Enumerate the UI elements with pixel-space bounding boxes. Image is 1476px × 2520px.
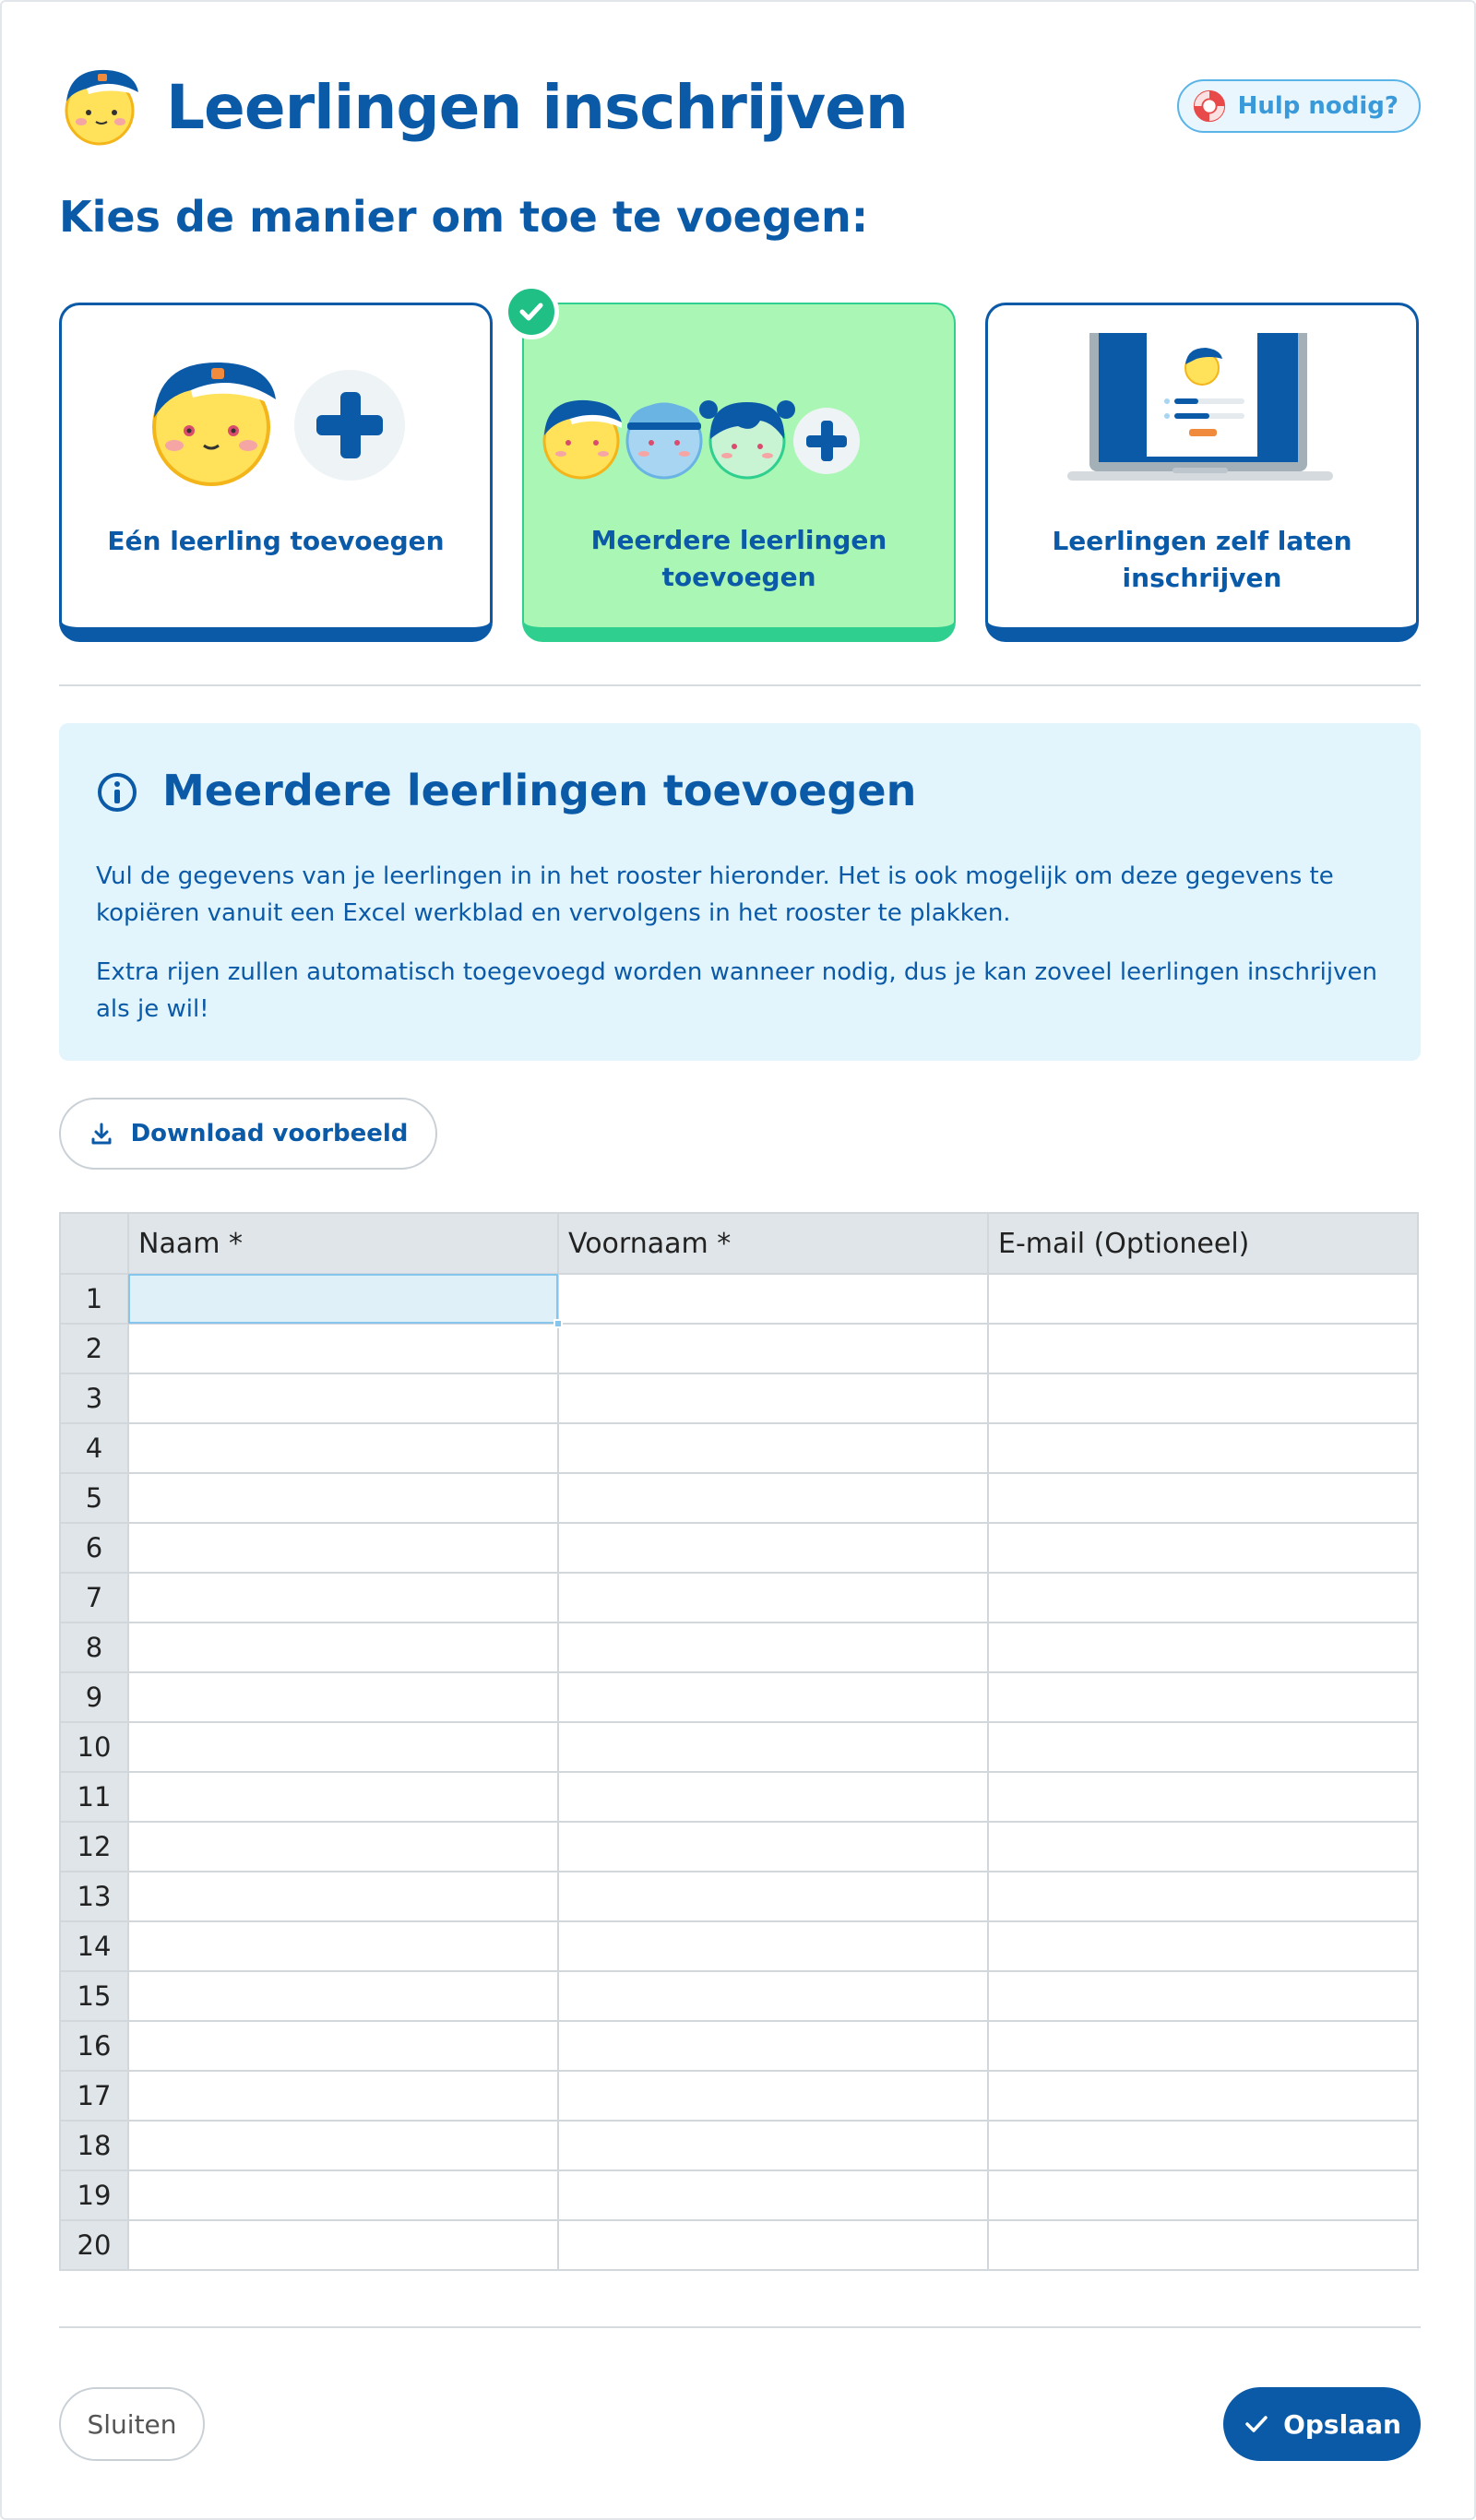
grid-cell-email[interactable]: [988, 1324, 1418, 1373]
grid-cell-firstname[interactable]: [558, 1822, 988, 1872]
checkmark-icon: [1243, 2410, 1270, 2438]
grid-cell-email[interactable]: [988, 1573, 1418, 1623]
grid-cell-lastname[interactable]: [128, 1872, 558, 1921]
grid-cell-lastname[interactable]: [128, 1672, 558, 1722]
divider: [59, 684, 1421, 686]
row-number[interactable]: 18: [60, 2121, 128, 2170]
info-icon: [96, 771, 138, 814]
row-number[interactable]: 2: [60, 1324, 128, 1373]
column-header-email[interactable]: E-mail (Optioneel): [988, 1213, 1418, 1274]
info-paragraph: Vul de gegevens van je leerlingen in in het rooster hieronder. Het is ook mogelijk om deze gegevens te kopiëren vanuit een Excel werkblad en vervolgens in het rooster te plakken.: [96, 862, 1334, 927]
grid-cell-email[interactable]: [988, 1274, 1418, 1324]
grid-cell-email[interactable]: [988, 2170, 1418, 2220]
grid-cell-lastname[interactable]: [128, 1423, 558, 1473]
grid-cell-email[interactable]: [988, 1523, 1418, 1573]
row-number[interactable]: 20: [60, 2220, 128, 2270]
add-method-options: [59, 303, 1421, 642]
grid-cell-firstname[interactable]: [558, 1473, 988, 1523]
info-paragraph: Extra rijen zullen automatisch toegevoegd worden wanneer nodig, dus je kan zoveel leerlingen inschrijven als je wil!: [96, 958, 1377, 1023]
grid-cell-email[interactable]: [988, 1971, 1418, 2021]
grid-header-row: [60, 1213, 1418, 1274]
row-number[interactable]: 11: [60, 1772, 128, 1822]
grid-cell-email[interactable]: [988, 1473, 1418, 1523]
grid-cell-lastname[interactable]: [128, 1822, 558, 1872]
grid-cell-firstname[interactable]: [558, 1872, 988, 1921]
help-label: Hulp nodig?: [1237, 92, 1399, 120]
table-row: [60, 1623, 1418, 1672]
grid-cell-email[interactable]: [988, 1623, 1418, 1672]
selected-check-icon: [504, 284, 559, 339]
grid-cell-lastname[interactable]: [128, 1573, 558, 1623]
grid-cell-firstname[interactable]: [558, 1324, 988, 1373]
option-single-student[interactable]: [59, 303, 493, 642]
grid-cell-email[interactable]: [988, 2121, 1418, 2170]
grid-cell-firstname[interactable]: [558, 1274, 988, 1324]
table-row: [60, 1473, 1418, 1523]
table-row: [60, 1722, 1418, 1772]
grid-cell-firstname[interactable]: [558, 2121, 988, 2170]
fill-handle[interactable]: [554, 1319, 563, 1328]
table-row: [60, 1274, 1418, 1324]
row-number[interactable]: 13: [60, 1872, 128, 1921]
row-number[interactable]: 16: [60, 2021, 128, 2071]
table-row: [60, 1872, 1418, 1921]
download-label: Download voorbeeld: [130, 1120, 409, 1147]
table-row: [60, 1672, 1418, 1722]
grid-cell-lastname[interactable]: [128, 1772, 558, 1822]
grid-cell-firstname[interactable]: [558, 1971, 988, 2021]
row-number[interactable]: 15: [60, 1971, 128, 2021]
option-label: Leerlingen zelf laten inschrijven: [1052, 526, 1352, 593]
row-number[interactable]: 17: [60, 2071, 128, 2121]
grid-cell-email[interactable]: [988, 1423, 1418, 1473]
table-row: [60, 1772, 1418, 1822]
student-mascot-icon: [59, 65, 142, 148]
grid-cell-lastname[interactable]: [128, 1373, 558, 1423]
table-row: [60, 1573, 1418, 1623]
grid-cell-lastname[interactable]: [128, 1324, 558, 1373]
table-row: [60, 2071, 1418, 2121]
row-number[interactable]: 14: [60, 1921, 128, 1971]
option-label: Meerdere leerlingen toevoegen: [590, 525, 887, 592]
divider: [59, 2326, 1421, 2328]
table-row: [60, 1423, 1418, 1473]
student-data-grid: [59, 1212, 1419, 2271]
save-label: Opslaan: [1283, 2408, 1401, 2440]
grid-cell-firstname[interactable]: [558, 2021, 988, 2071]
grid-cell-firstname[interactable]: [558, 1373, 988, 1423]
table-row: [60, 1523, 1418, 1573]
grid-cell-lastname[interactable]: [128, 2220, 558, 2270]
row-number[interactable]: 7: [60, 1573, 128, 1623]
option-self-enroll[interactable]: [985, 303, 1419, 642]
grid-cell-lastname[interactable]: [128, 1523, 558, 1573]
grid-cell-lastname[interactable]: [128, 1722, 558, 1772]
grid-cell-email[interactable]: [988, 1373, 1418, 1423]
grid-cell-email[interactable]: [988, 1722, 1418, 1772]
option-multiple-students[interactable]: [522, 303, 956, 642]
grid-cell-firstname[interactable]: [558, 1623, 988, 1672]
grid-cell-lastname[interactable]: [128, 1971, 558, 2021]
help-button[interactable]: [1177, 79, 1421, 133]
grid-cell-firstname[interactable]: [558, 2071, 988, 2121]
table-row: [60, 1324, 1418, 1373]
grid-cell-lastname[interactable]: [128, 2170, 558, 2220]
self-enroll-laptop-illustration: [988, 333, 1422, 499]
table-row: [60, 1971, 1418, 2021]
grid-cell-email[interactable]: [988, 1822, 1418, 1872]
table-row: [60, 2220, 1418, 2270]
lifebuoy-icon: [1192, 89, 1227, 124]
row-number[interactable]: 9: [60, 1672, 128, 1722]
row-number[interactable]: 19: [60, 2170, 128, 2220]
row-number[interactable]: 4: [60, 1423, 128, 1473]
grid-cell-lastname[interactable]: [128, 2021, 558, 2071]
row-number[interactable]: 8: [60, 1623, 128, 1672]
grid-cell-email[interactable]: [988, 1672, 1418, 1722]
row-number[interactable]: 3: [60, 1373, 128, 1423]
grid-cell-email[interactable]: [988, 2220, 1418, 2270]
close-button[interactable]: Sluiten: [59, 2387, 205, 2461]
grid-cell-firstname[interactable]: [558, 1672, 988, 1722]
row-number[interactable]: 12: [60, 1822, 128, 1872]
row-number[interactable]: 6: [60, 1523, 128, 1573]
grid-corner[interactable]: [60, 1213, 128, 1274]
row-number[interactable]: 5: [60, 1473, 128, 1523]
row-number[interactable]: 10: [60, 1722, 128, 1772]
grid-cell-lastname[interactable]: [128, 1274, 558, 1324]
grid-cell-lastname[interactable]: [128, 2071, 558, 2121]
single-student-illustration: [62, 333, 495, 499]
table-row: [60, 2021, 1418, 2071]
download-example-button[interactable]: [59, 1098, 437, 1170]
grid-cell-firstname[interactable]: [558, 1573, 988, 1623]
grid-cell-lastname[interactable]: [128, 1921, 558, 1971]
grid-cell-firstname[interactable]: [558, 1722, 988, 1772]
grid-cell-firstname[interactable]: [558, 2170, 988, 2220]
multiple-students-illustration: [524, 332, 958, 498]
info-panel: [59, 723, 1421, 1061]
grid-cell-email[interactable]: [988, 2071, 1418, 2121]
grid-cell-lastname[interactable]: [128, 1473, 558, 1523]
grid-cell-lastname[interactable]: [128, 1623, 558, 1672]
grid-cell-firstname[interactable]: [558, 1772, 988, 1822]
column-header-lastname[interactable]: Naam *: [128, 1213, 558, 1274]
dialog-header: [59, 65, 1421, 157]
grid-cell-email[interactable]: [988, 2021, 1418, 2071]
info-title: Meerdere leerlingen toevoegen: [162, 766, 917, 815]
page-title: Leerlingen inschrijven: [166, 72, 908, 143]
column-header-firstname[interactable]: Voornaam *: [558, 1213, 988, 1274]
save-button[interactable]: [1223, 2387, 1421, 2461]
grid-cell-firstname[interactable]: [558, 1423, 988, 1473]
option-label: Eén leerling toevoegen: [107, 526, 445, 556]
download-icon: [89, 1121, 114, 1147]
grid-cell-lastname[interactable]: [128, 2121, 558, 2170]
table-row: [60, 1921, 1418, 1971]
grid-cell-firstname[interactable]: [558, 1921, 988, 1971]
section-subtitle: Kies de manier om toe te voegen:: [59, 192, 869, 242]
grid-cell-email[interactable]: [988, 1921, 1418, 1971]
grid-cell-email[interactable]: [988, 1872, 1418, 1921]
table-row: [60, 1822, 1418, 1872]
table-row: [60, 2121, 1418, 2170]
grid-cell-email[interactable]: [988, 1772, 1418, 1822]
table-row: [60, 1373, 1418, 1423]
row-number[interactable]: 1: [60, 1274, 128, 1324]
grid-cell-firstname[interactable]: [558, 2220, 988, 2270]
grid-cell-firstname[interactable]: [558, 1523, 988, 1573]
table-row: [60, 2170, 1418, 2220]
